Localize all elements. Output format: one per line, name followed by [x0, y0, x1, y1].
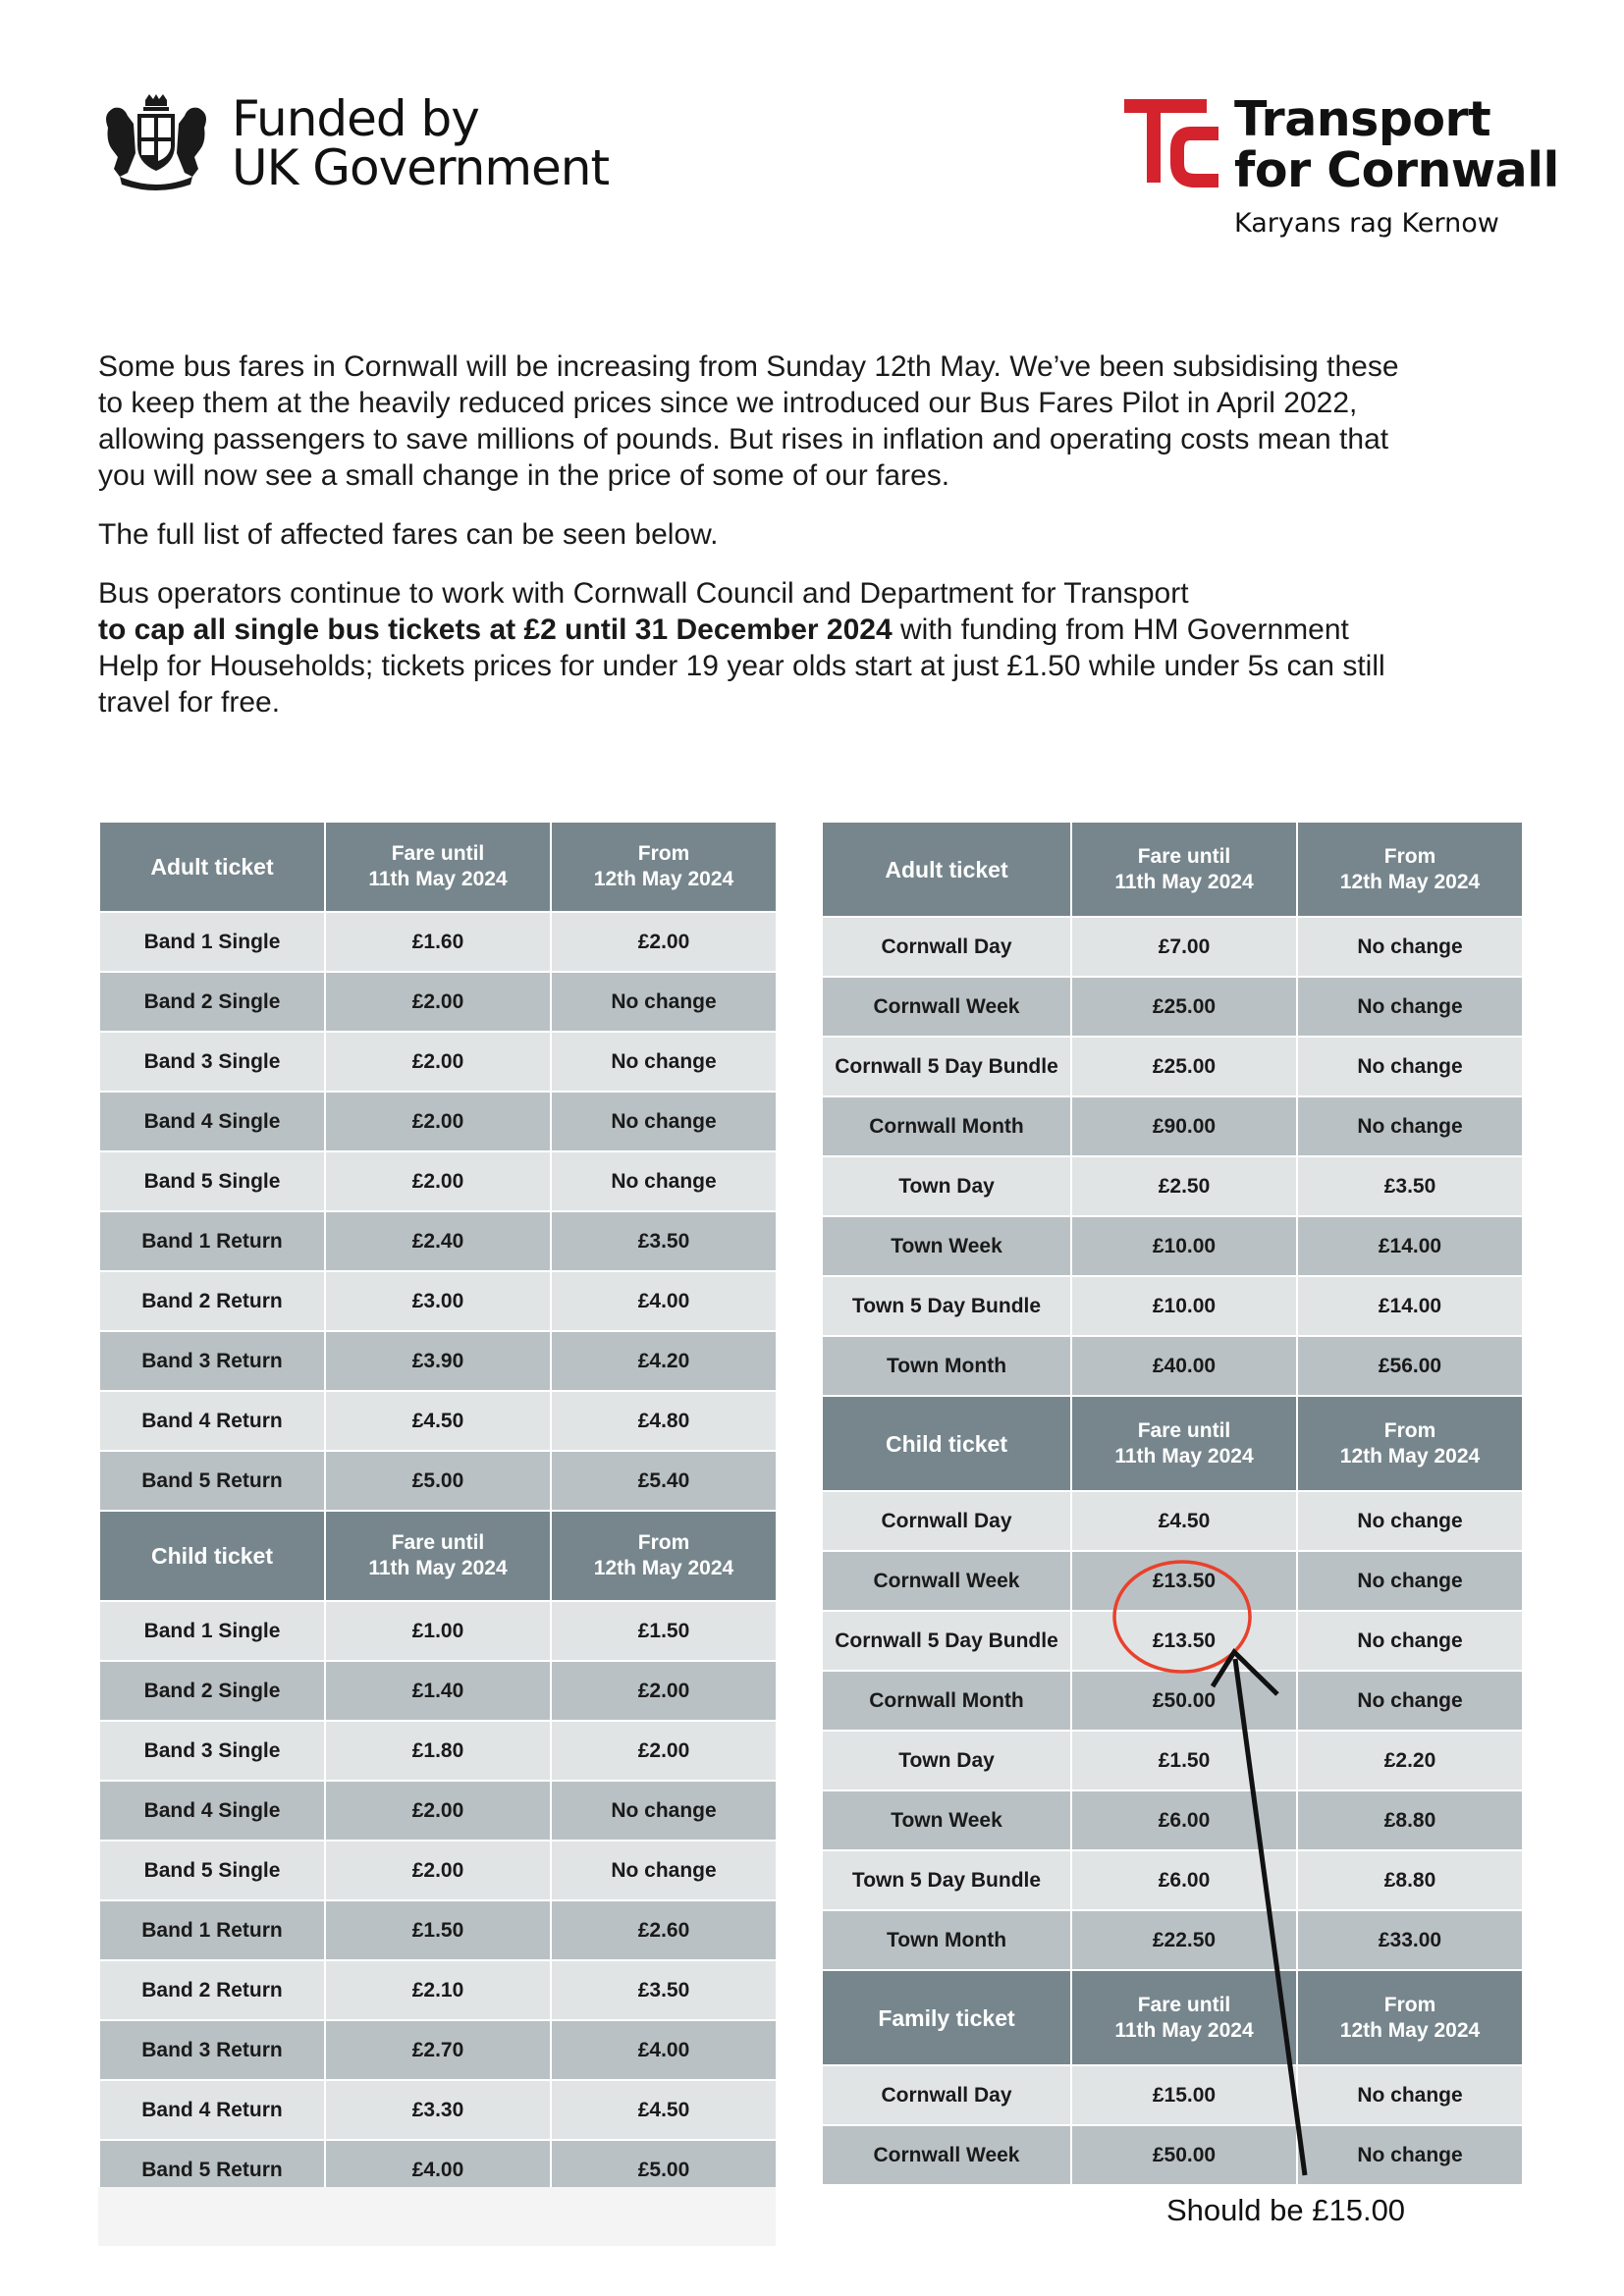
table-row [822, 1336, 1523, 1396]
fare-until-cell: £1.00 [325, 1601, 551, 1661]
table-header-row [822, 1970, 1523, 2065]
table-row [99, 2080, 777, 2140]
ticket-name-cell: Band 5 Single [99, 1841, 325, 1900]
table-row [822, 1551, 1523, 1611]
tfc-cornish-subtitle: Karyans rag Kernow [1234, 208, 1499, 239]
fare-until-cell: £3.30 [325, 2080, 551, 2140]
table-row [99, 1391, 777, 1451]
ticket-name-cell: Band 3 Return [99, 1331, 325, 1391]
fare-until-cell: £10.00 [1071, 1216, 1297, 1276]
table-row [99, 1092, 777, 1151]
fare-from-cell: No change [1297, 1611, 1523, 1671]
tfc-title [1234, 91, 1559, 198]
fare-until-cell: £5.00 [325, 1451, 551, 1511]
fare-from-cell: £33.00 [1297, 1910, 1523, 1970]
fare-from-cell: No change [1297, 1037, 1523, 1096]
table-row [99, 2020, 777, 2080]
ticket-type-header: Adult ticket [99, 822, 325, 912]
ticket-name-cell: Cornwall Day [822, 2065, 1071, 2125]
fare-from-cell: £5.00 [551, 2140, 777, 2200]
table-row [99, 1032, 777, 1092]
fare-from-cell: £2.00 [551, 1721, 777, 1781]
fare-until-cell: £13.50 [1071, 1551, 1297, 1611]
table-row [822, 2065, 1523, 2125]
fare-from-cell: £4.80 [551, 1391, 777, 1451]
table-header-row [822, 1396, 1523, 1491]
fare-from-cell: £4.20 [551, 1331, 777, 1391]
fare-until-cell: £2.00 [325, 1781, 551, 1841]
fare-from-cell: No change [551, 1092, 777, 1151]
table-row [822, 1850, 1523, 1910]
ticket-name-cell: Band 2 Return [99, 1960, 325, 2020]
fare-until-cell: £2.00 [325, 972, 551, 1032]
fare-until-cell: £90.00 [1071, 1096, 1297, 1156]
fare-from-header: From 12th May 2024 [1297, 1396, 1523, 1491]
table-row [99, 1331, 777, 1391]
annotation-note: Should be £15.00 [1166, 2193, 1406, 2227]
ticket-name-cell: Cornwall Week [822, 977, 1071, 1037]
fare-from-cell: £5.40 [551, 1451, 777, 1511]
table-row [99, 1781, 777, 1841]
intro-paragraph-2: The full list of affected fares can be seen below. [98, 518, 719, 551]
table-row [99, 1661, 777, 1721]
ticket-name-cell: Cornwall Day [822, 1491, 1071, 1551]
table-row [99, 1601, 777, 1661]
ticket-name-cell: Band 5 Return [99, 2140, 325, 2200]
table-row [99, 1151, 777, 1211]
fare-from-cell: £2.60 [551, 1900, 777, 1960]
ticket-name-cell: Band 4 Return [99, 2080, 325, 2140]
ticket-name-cell: Band 1 Return [99, 1900, 325, 1960]
fare-until-cell: £2.70 [325, 2020, 551, 2080]
funded-line2: UK Government [232, 139, 610, 196]
ticket-name-cell: Town 5 Day Bundle [822, 1276, 1071, 1336]
table-row [822, 1216, 1523, 1276]
fare-from-cell: £3.50 [1297, 1156, 1523, 1216]
table-row [99, 912, 777, 972]
ticket-name-cell: Band 3 Single [99, 1721, 325, 1781]
fare-from-cell: No change [551, 1841, 777, 1900]
table-row [99, 1451, 777, 1511]
table-left-footer-space [98, 2187, 776, 2246]
fares-table-right [821, 821, 1524, 2186]
fare-until-cell: £25.00 [1071, 977, 1297, 1037]
table-row [99, 1900, 777, 1960]
fare-from-cell: £4.00 [551, 2020, 777, 2080]
fare-until-cell: £2.40 [325, 1211, 551, 1271]
ticket-name-cell: Cornwall 5 Day Bundle [822, 1611, 1071, 1671]
fare-until-cell: £3.90 [325, 1331, 551, 1391]
ticket-name-cell: Town Month [822, 1336, 1071, 1396]
fare-from-header: From 12th May 2024 [551, 1511, 777, 1601]
ticket-name-cell: Cornwall Week [822, 2125, 1071, 2185]
fare-until-cell: £4.50 [1071, 1491, 1297, 1551]
fare-until-cell: £2.00 [325, 1841, 551, 1900]
fare-until-header: Fare until 11th May 2024 [325, 1511, 551, 1601]
fare-until-cell: £1.50 [325, 1900, 551, 1960]
ticket-name-cell: Cornwall Day [822, 917, 1071, 977]
fare-from-cell: £2.00 [551, 1661, 777, 1721]
intro-text [98, 348, 1414, 743]
ticket-name-cell: Band 1 Return [99, 1211, 325, 1271]
fare-from-cell: £14.00 [1297, 1276, 1523, 1336]
table-row [822, 1671, 1523, 1731]
ticket-name-cell: Band 2 Single [99, 972, 325, 1032]
ticket-name-cell: Band 5 Single [99, 1151, 325, 1211]
table-row [99, 1211, 777, 1271]
table-header-row [99, 1511, 777, 1601]
fare-from-cell: £4.00 [551, 1271, 777, 1331]
table-row [822, 1156, 1523, 1216]
intro-p3-bold: to cap all single bus tickets at £2 until 31 December 2024 [98, 614, 893, 646]
tfc-line2: for Cornwall [1234, 142, 1559, 198]
ticket-name-cell: Band 4 Return [99, 1391, 325, 1451]
ticket-name-cell: Band 2 Return [99, 1271, 325, 1331]
fare-from-cell: £3.50 [551, 1960, 777, 2020]
fare-until-cell: £50.00 [1071, 1671, 1297, 1731]
table-row [822, 1910, 1523, 1970]
ticket-name-cell: Band 4 Single [99, 1781, 325, 1841]
fare-until-cell: £40.00 [1071, 1336, 1297, 1396]
table-row [822, 977, 1523, 1037]
fare-from-cell: No change [551, 972, 777, 1032]
table-row [99, 1271, 777, 1331]
funded-line1: Funded by [232, 90, 479, 147]
ticket-type-header: Adult ticket [822, 822, 1071, 917]
ticket-name-cell: Band 1 Single [99, 912, 325, 972]
fare-until-header: Fare until 11th May 2024 [1071, 1396, 1297, 1491]
ticket-name-cell: Band 1 Single [99, 1601, 325, 1661]
fare-until-cell: £25.00 [1071, 1037, 1297, 1096]
ticket-name-cell: Town Week [822, 1216, 1071, 1276]
table-row [822, 1611, 1523, 1671]
fare-until-cell: £2.10 [325, 1960, 551, 2020]
ticket-name-cell: Band 2 Single [99, 1661, 325, 1721]
funded-by-text [232, 90, 610, 196]
royal-crest-icon [98, 94, 214, 192]
fare-from-cell: No change [1297, 917, 1523, 977]
fare-from-cell: No change [551, 1781, 777, 1841]
fare-until-cell: £13.50 [1071, 1611, 1297, 1671]
fare-until-header: Fare until 11th May 2024 [1071, 1970, 1297, 2065]
fare-until-cell: £2.00 [325, 1032, 551, 1092]
fare-until-cell: £1.50 [1071, 1731, 1297, 1790]
uk-government-logo [98, 90, 610, 196]
fare-from-cell: £2.20 [1297, 1731, 1523, 1790]
ticket-type-header: Family ticket [822, 1970, 1071, 2065]
ticket-name-cell: Town Day [822, 1731, 1071, 1790]
table-row [99, 1721, 777, 1781]
tfc-mark-icon [1124, 96, 1250, 188]
ticket-type-header: Child ticket [99, 1511, 325, 1601]
ticket-name-cell: Band 3 Return [99, 2020, 325, 2080]
table-row [822, 1276, 1523, 1336]
ticket-name-cell: Town Day [822, 1156, 1071, 1216]
fare-from-cell: £3.50 [551, 1211, 777, 1271]
intro-p3-part1: Bus operators continue to work with Cornwall Council and Department for Transport [98, 577, 1189, 610]
fare-from-cell: £8.80 [1297, 1790, 1523, 1850]
table-header-row [99, 822, 777, 912]
table-row [822, 2125, 1523, 2185]
intro-p3-part2: with funding from HM Government Help for Households; tickets prices for under 19 year olds start at just £1.50 while under 5s can still travel for free. [98, 614, 1385, 719]
fare-until-header: Fare until 11th May 2024 [325, 822, 551, 912]
fare-from-cell: No change [551, 1151, 777, 1211]
ticket-name-cell: Town Month [822, 1910, 1071, 1970]
fare-from-cell: No change [1297, 1096, 1523, 1156]
table-row [99, 972, 777, 1032]
fare-from-cell: No change [1297, 2125, 1523, 2185]
table-row [99, 1960, 777, 2020]
intro-paragraph-1: Some bus fares in Cornwall will be increasing from Sunday 12th May. We’ve been subsidising these to keep them at the heavily reduced prices since we introduced our Bus Fares Pilot in April 2022, allowing passengers to save millions of pounds. But rises in inflation and operating costs mean that you will now see a small change in the price of some of our fares. [98, 350, 1399, 492]
ticket-name-cell: Cornwall Month [822, 1671, 1071, 1731]
fare-until-header: Fare until 11th May 2024 [1071, 822, 1297, 917]
fare-until-cell: £4.00 [325, 2140, 551, 2200]
fare-from-cell: £4.50 [551, 2080, 777, 2140]
fare-from-header: From 12th May 2024 [1297, 1970, 1523, 2065]
fare-from-cell: £8.80 [1297, 1850, 1523, 1910]
fare-from-header: From 12th May 2024 [551, 822, 777, 912]
table-row [822, 1037, 1523, 1096]
fare-until-cell: £22.50 [1071, 1910, 1297, 1970]
intro-paragraph-3 [98, 575, 1414, 721]
fare-until-cell: £1.40 [325, 1661, 551, 1721]
fare-from-cell: No change [1297, 1491, 1523, 1551]
fare-until-cell: £6.00 [1071, 1790, 1297, 1850]
table-row [822, 1790, 1523, 1850]
ticket-name-cell: Town Week [822, 1790, 1071, 1850]
fare-until-cell: £3.00 [325, 1271, 551, 1331]
table-row [822, 1491, 1523, 1551]
ticket-name-cell: Band 5 Return [99, 1451, 325, 1511]
fare-from-header: From 12th May 2024 [1297, 822, 1523, 917]
fare-from-cell: No change [1297, 2065, 1523, 2125]
fare-from-cell: £1.50 [551, 1601, 777, 1661]
fare-until-cell: £10.00 [1071, 1276, 1297, 1336]
table-row [822, 917, 1523, 977]
table-header-row [822, 822, 1523, 917]
fare-until-cell: £2.00 [325, 1151, 551, 1211]
fare-until-cell: £6.00 [1071, 1850, 1297, 1910]
ticket-name-cell: Band 4 Single [99, 1092, 325, 1151]
fare-from-cell: No change [1297, 977, 1523, 1037]
ticket-name-cell: Cornwall 5 Day Bundle [822, 1037, 1071, 1096]
fare-until-cell: £1.80 [325, 1721, 551, 1781]
fare-until-cell: £7.00 [1071, 917, 1297, 977]
fare-until-cell: £50.00 [1071, 2125, 1297, 2185]
fare-until-cell: £4.50 [325, 1391, 551, 1451]
fare-from-cell: No change [1297, 1551, 1523, 1611]
table-row [822, 1096, 1523, 1156]
fare-from-cell: No change [551, 1032, 777, 1092]
fare-until-cell: £15.00 [1071, 2065, 1297, 2125]
fare-from-cell: £56.00 [1297, 1336, 1523, 1396]
table-row [99, 1841, 777, 1900]
table-row [822, 1731, 1523, 1790]
fare-until-cell: £1.60 [325, 912, 551, 972]
ticket-name-cell: Cornwall Week [822, 1551, 1071, 1611]
fare-from-cell: No change [1297, 1671, 1523, 1731]
ticket-name-cell: Town 5 Day Bundle [822, 1850, 1071, 1910]
fares-table-left [98, 821, 778, 2201]
fare-until-cell: £2.50 [1071, 1156, 1297, 1216]
fare-from-cell: £2.00 [551, 912, 777, 972]
ticket-name-cell: Cornwall Month [822, 1096, 1071, 1156]
fare-until-cell: £2.00 [325, 1092, 551, 1151]
ticket-type-header: Child ticket [822, 1396, 1071, 1491]
fare-from-cell: £14.00 [1297, 1216, 1523, 1276]
ticket-name-cell: Band 3 Single [99, 1032, 325, 1092]
tfc-line1: Transport [1234, 91, 1491, 147]
